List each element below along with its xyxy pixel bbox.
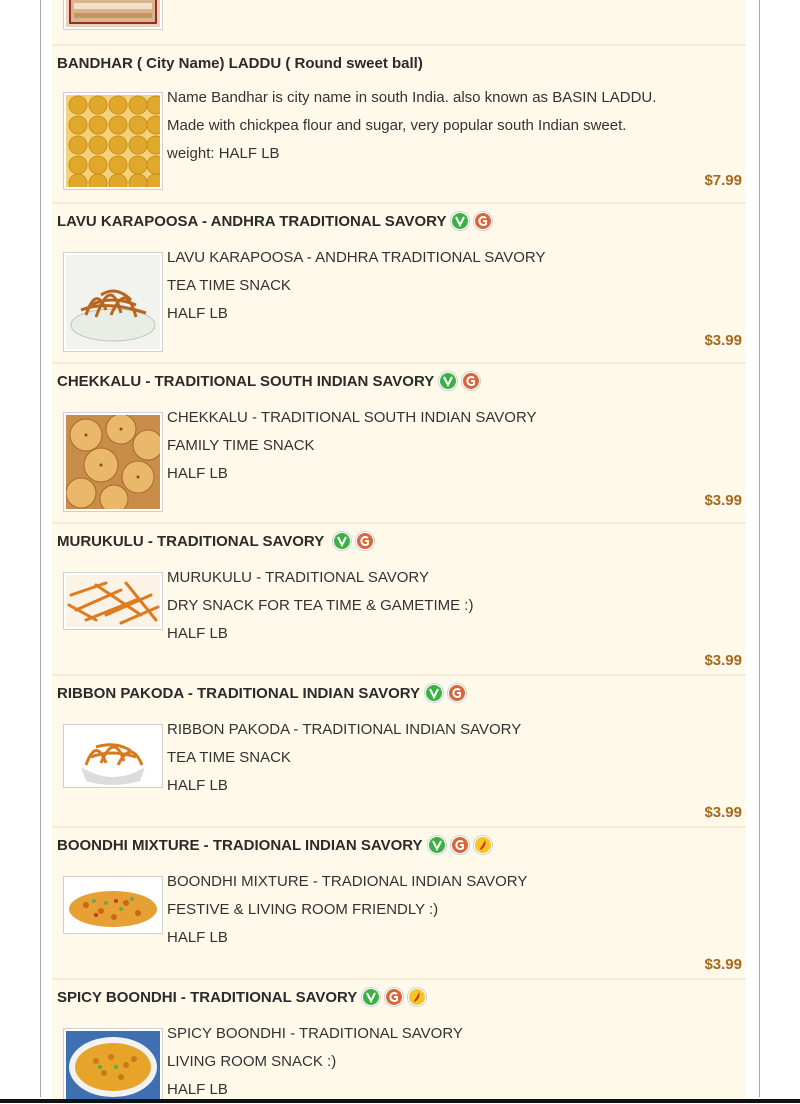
gluten-icon (474, 212, 492, 230)
vegetarian-icon (428, 836, 446, 854)
item-title[interactable]: BANDHAR ( City Name) LADDU ( Round sweet ball) (57, 54, 423, 72)
laddu-image[interactable] (63, 92, 163, 190)
chekkalu-image[interactable] (63, 412, 163, 512)
item-price: $7.99 (704, 172, 742, 189)
chili-pepper-icon (408, 988, 426, 1006)
gluten-icon (356, 532, 374, 550)
gluten-icon (451, 836, 469, 854)
boondhi-mixture-image[interactable] (63, 876, 163, 934)
menu-item[interactable] (52, 362, 746, 522)
item-description: SPICY BOONDHI - TRADITIONAL SAVORY LIVING ROOM SNACK :) HALF LB (167, 1025, 463, 1098)
item-price: $3.99 (704, 332, 742, 349)
item-price: $3.99 (704, 804, 742, 821)
spicy-boondhi-image[interactable] (63, 1028, 163, 1102)
vegetarian-icon (439, 372, 457, 390)
item-title[interactable]: CHEKKALU - TRADITIONAL SOUTH INDIAN SAVORY (57, 370, 480, 392)
item-title[interactable]: LAVU KARAPOOSA - ANDHRA TRADITIONAL SAVORY (57, 210, 492, 232)
menu-item[interactable] (52, 44, 746, 202)
ribbon-pakoda-image[interactable] (63, 724, 163, 788)
chili-pepper-icon (474, 836, 492, 854)
vegetarian-icon (451, 212, 469, 230)
vegetarian-icon (333, 532, 351, 550)
menu-item[interactable] (52, 978, 746, 1103)
item-price: $3.99 (704, 652, 742, 669)
gluten-icon (385, 988, 403, 1006)
item-description: CHEKKALU - TRADITIONAL SOUTH INDIAN SAVORY FAMILY TIME SNACK HALF LB (167, 409, 537, 482)
menu-item[interactable] (52, 202, 746, 362)
page-bottom-border (0, 1099, 800, 1103)
menu-item-partial (52, 0, 746, 44)
item-description: RIBBON PAKODA - TRADITIONAL INDIAN SAVORY TEA TIME SNACK HALF LB (167, 721, 522, 794)
item-description: Name Bandhar is city name in south India. also known as BASIN LADDU. Made with chickpea flour and sugar, very popular south Indian sweet. weight: HALF LB (167, 89, 657, 162)
menu-item[interactable] (52, 826, 746, 978)
item-price: $3.99 (704, 492, 742, 509)
menu-item[interactable] (52, 522, 746, 674)
item-title[interactable]: SPICY BOONDHI - TRADITIONAL SAVORY (57, 986, 426, 1008)
item-description: BOONDHI MIXTURE - TRADIONAL INDIAN SAVORY FESTIVE & LIVING ROOM FRIENDLY :) HALF LB (167, 873, 528, 946)
item-description: MURUKULU - TRADITIONAL SAVORY DRY SNACK FOR TEA TIME & GAMETIME :) HALF LB (167, 569, 474, 642)
item-title[interactable]: MURUKULU - TRADITIONAL SAVORY (57, 530, 374, 552)
vegetarian-icon (362, 988, 380, 1006)
item-description: LAVU KARAPOOSA - ANDHRA TRADITIONAL SAVORY TEA TIME SNACK HALF LB (167, 249, 546, 322)
sweet-image (63, 0, 163, 30)
gluten-icon (462, 372, 480, 390)
gluten-icon (448, 684, 466, 702)
vegetarian-icon (425, 684, 443, 702)
item-title[interactable]: RIBBON PAKODA - TRADITIONAL INDIAN SAVORY (57, 682, 466, 704)
item-title[interactable]: BOONDHI MIXTURE - TRADIONAL INDIAN SAVORY (57, 834, 492, 856)
murukulu-image[interactable] (63, 572, 163, 630)
karapoosa-image[interactable] (63, 252, 163, 352)
menu-item[interactable] (52, 674, 746, 826)
item-price: $3.99 (704, 956, 742, 973)
